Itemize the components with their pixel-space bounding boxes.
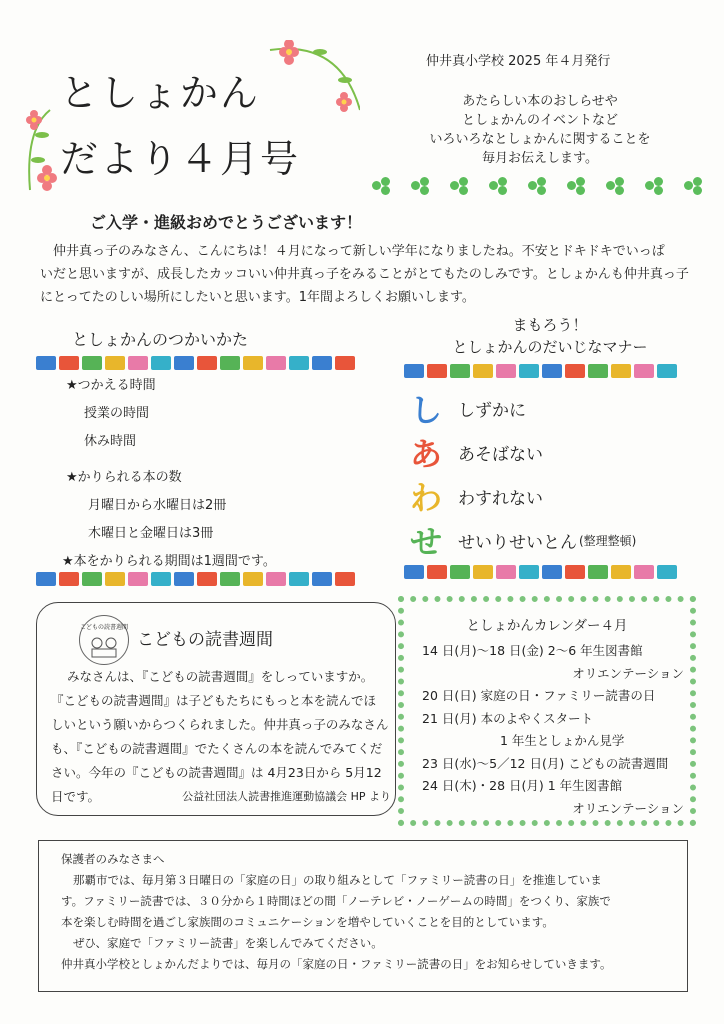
book-icon [266,572,286,586]
calendar-item: オリエンテーション [572,665,684,681]
book-icon [404,364,424,378]
book-icon [450,364,470,378]
reading-week-box [36,602,396,816]
parents-box [38,840,688,992]
clover-divider [372,177,702,195]
manner-text: わすれない [458,488,543,509]
book-icon [588,565,608,579]
book-icon [82,356,102,370]
manner-row [410,518,636,562]
clover-icon [684,177,702,195]
book-icon [565,364,585,378]
reading-week-title: こどもの読書週間 [137,630,273,650]
children-reading-icon [80,631,128,661]
parents-line: 那覇市では、毎月第３日曜日の「家庭の日」の取り組みとして「ファミリー読書の日」を推進していま [73,873,602,887]
greeting-line: 仲井真っ子のみなさん、こんにちは！４月になって新しい学年になりましたね。不安とドキドキでいっぱ [40,244,665,259]
book-icon [36,572,56,586]
book-icon [243,572,263,586]
book-icon [105,356,125,370]
intro-line: としょかんのイベントなど [461,113,618,128]
calendar-box [398,596,696,826]
book-icon [542,565,562,579]
manner-row [410,474,636,518]
calendar-item: 21 日(月) 本のよやくスタート [422,710,594,726]
reading-week-body [51,665,391,809]
issuer-text: 仲井真小学校 2025 年４月発行 [426,54,611,69]
calendar-item: 23 日(水)～5／12 日(月) こどもの読書週間 [422,755,669,771]
book-icon [335,572,355,586]
book-icon [128,356,148,370]
book-icon [105,572,125,586]
book-icon [473,565,493,579]
book-icon [335,356,355,370]
usage-item: 授業の時間 [84,406,150,421]
usage-heading: ★つかえる時間 [66,378,156,393]
manner-kana: せ [410,523,443,561]
calendar-item: 20 日(日) 家庭の日・ファミリー読書の日 [422,688,656,703]
manner-note: (整理整頓) [579,533,637,548]
usage-item: 月曜日から水曜日は2冊 [88,498,227,513]
book-icon [151,572,171,586]
book-icon [496,565,516,579]
clover-icon [528,177,546,195]
usage-item: 休み時間 [84,434,137,449]
book-icon [519,364,539,378]
book-icon [59,572,79,586]
book-icon [611,565,631,579]
clover-icon [489,177,507,195]
book-icon [657,565,677,579]
page-title-line2: だより４月号 [60,137,301,181]
reading-week-line: も、『こどもの読書週間』でたくさんの本を読んでみてくだ [51,741,383,756]
book-icon [427,364,447,378]
book-icon [312,572,332,586]
book-icon [542,364,562,378]
manner-kana: し [410,391,443,429]
book-icon [565,565,585,579]
book-divider [404,565,677,579]
parents-line: ぜひ、家庭で「ファミリー読書」を楽しんでみてください。 [73,936,383,950]
clover-icon [411,177,429,195]
book-divider [404,364,677,378]
book-icon [427,565,447,579]
reading-week-badge [79,615,129,665]
manner-row [410,430,636,474]
book-icon [59,356,79,370]
reading-week-line: さい。今年の『こどもの読書週間』は 4月23日から 5月12 [51,765,382,780]
book-icon [588,364,608,378]
manners-heading [405,314,695,358]
manner-text: しずかに [458,400,526,421]
greeting-title: ご入学・進級おめでとうございます！ [90,213,363,232]
book-icon [312,356,332,370]
manners-subtitle: としょかんのだいじなマナー [452,338,648,356]
book-icon [174,356,194,370]
book-icon [220,356,240,370]
book-icon [36,356,56,370]
parents-heading: 保護者のみなさまへ [61,852,165,866]
book-icon [174,572,194,586]
greeting-body [40,240,700,309]
manner-text: あそばない [458,444,543,465]
intro-line: 毎月お伝えします。 [482,151,598,166]
manner-row [410,386,636,430]
book-icon [243,356,263,370]
book-icon [404,565,424,579]
reading-week-line: みなさんは、『こどもの読書週間』をしっていますか。 [67,669,374,684]
reading-week-source: 公益社団法人読書推進運動協議会 HP より [182,790,391,803]
manner-text: せいりせいとん [458,532,577,553]
book-icon [266,356,286,370]
page-title-line1: としょかん [60,71,261,115]
book-icon [197,356,217,370]
usage-title: としょかんのつかいかた [72,330,249,349]
book-icon [220,572,240,586]
reading-week-line: しいという願いからつくられました。仲井真っ子のみなさん [51,717,389,732]
greeting-line: いだと思いますが、成長したカッコいい仲井真っ子をみることがとてもたのしみです。としょかんも仲井真っ子 [40,267,689,282]
intro-line: あたらしい本のおしらせや [462,94,618,109]
reading-week-line: 『こどもの読書週間』は子どもたちにもっと本を読んでほ [51,693,377,708]
book-icon [473,364,493,378]
clover-icon [450,177,468,195]
book-icon [519,565,539,579]
calendar-item: 14 日(月)～18 日(金) 2～6 年生図書館 [422,643,643,658]
clover-icon [606,177,624,195]
book-icon [496,364,516,378]
book-icon [197,572,217,586]
manner-kana: わ [410,479,443,517]
manner-kana: あ [410,435,443,473]
book-icon [151,356,171,370]
calendar-list [404,634,690,820]
book-icon [289,572,309,586]
book-divider [36,356,355,370]
calendar-item: 1 年生としょかん見学 [500,733,625,748]
book-divider [36,572,355,586]
usage-heading: ★本をかりられる期間は1週間です。 [62,554,276,569]
intro-text [420,92,660,168]
book-icon [450,565,470,579]
calendar-title: としょかんカレンダー４月 [466,618,628,634]
parents-line: 仲井真小学校としょかんだよりでは、毎月の「家庭の日・ファミリー読書の日」をお知らせしていきます。 [61,957,612,971]
parents-line: す。ファミリー読書では、３０分から１時間ほどの間「ノーテレビ・ノーゲームの時間」をつくり、家族で [61,894,611,908]
manners-list [410,386,636,562]
clover-icon [372,177,390,195]
reading-week-line: 日です。 [51,789,101,804]
book-icon [634,364,654,378]
usage-item: 木曜日と金曜日は3冊 [88,526,214,541]
clover-icon [645,177,663,195]
greeting-line: にとってたのしい場所にしたいと思います。1年間よろしくお願いします。 [40,290,475,305]
book-icon [611,364,631,378]
badge-text: こどもの読書週間 [80,624,129,631]
book-icon [82,572,102,586]
usage-heading: ★かりられる本の数 [66,470,182,485]
parents-text [39,841,687,975]
book-icon [289,356,309,370]
manners-title: まもろう！ [512,316,588,334]
book-icon [128,572,148,586]
calendar-item: 24 日(木)・28 日(月) 1 年生図書館 [422,778,623,793]
usage-list [62,376,276,580]
book-icon [657,364,677,378]
parents-line: 本を楽しむ時間を過ごし家族間のコミュニケーションを増やしていくことを目的としています。 [61,915,554,929]
clover-icon [567,177,585,195]
book-icon [634,565,654,579]
calendar-item: オリエンテーション [572,800,684,816]
intro-line: いろいろなとしょかんに関することを [429,132,651,147]
